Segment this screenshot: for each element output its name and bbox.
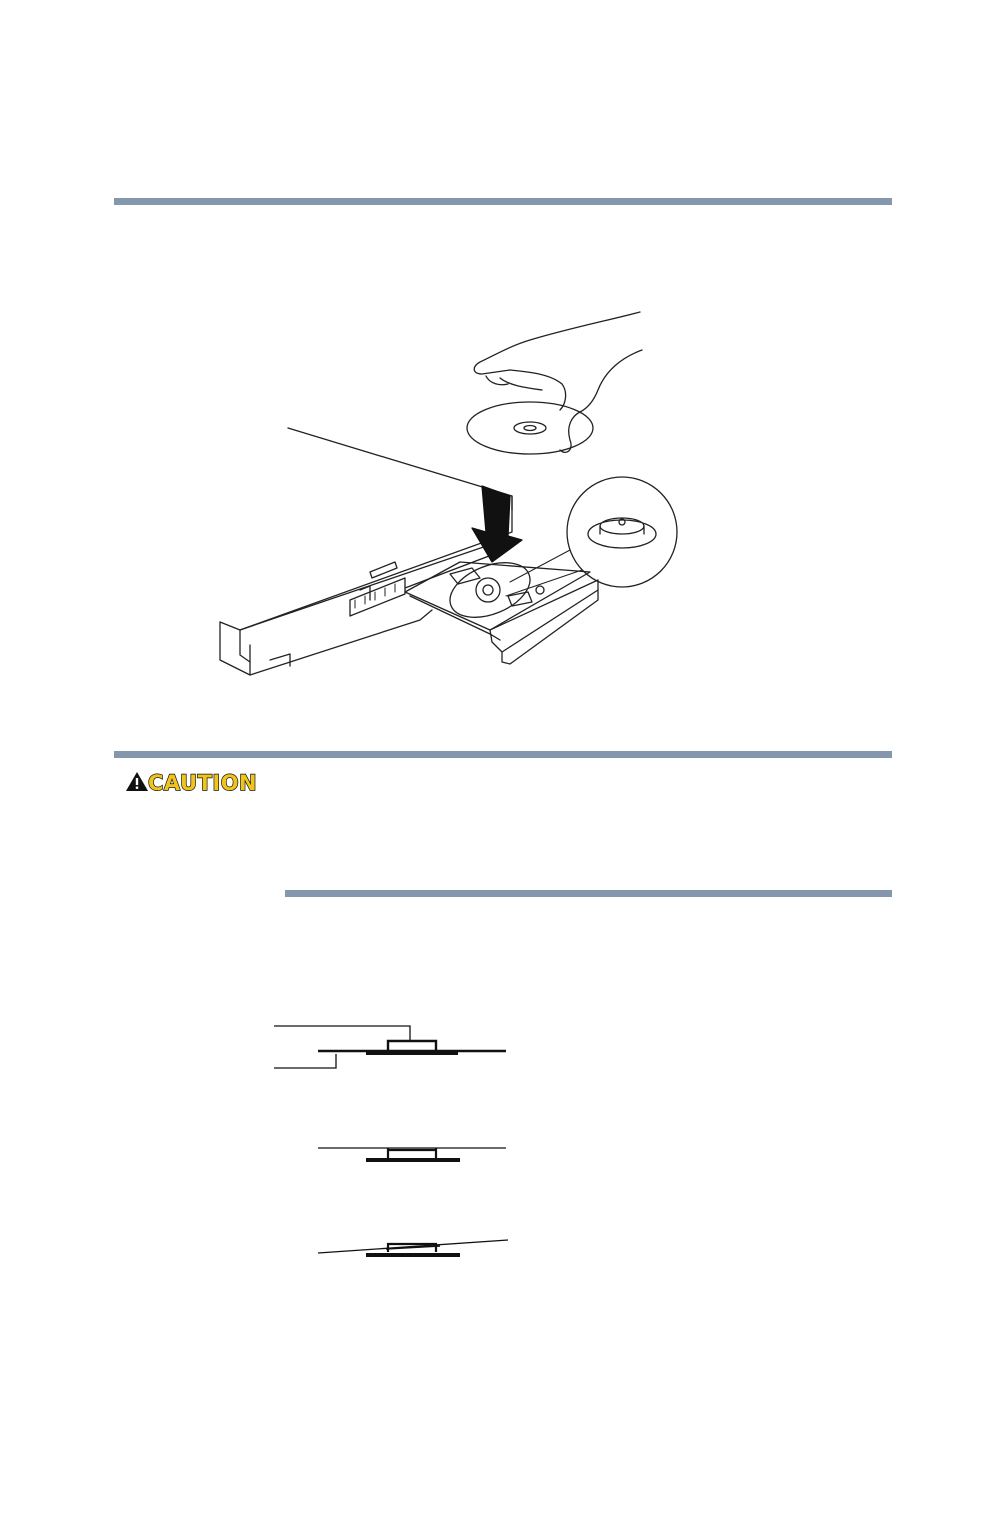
hand-lower-outline — [560, 350, 642, 452]
section-divider-middle — [114, 751, 892, 758]
caution-label: CAUTION — [148, 771, 258, 795]
spindle-magnifier — [567, 477, 677, 587]
note-divider — [285, 890, 892, 897]
section-divider-top — [114, 198, 892, 205]
insert-disc-illustration — [210, 300, 690, 690]
insert-arrow-icon — [472, 486, 522, 562]
warning-triangle-icon — [124, 769, 150, 795]
disc-icon — [467, 402, 593, 454]
drive-eject-button — [370, 562, 397, 578]
disc-tilted-diagram — [310, 1232, 520, 1266]
disc-seated-on-spindle-diagram — [270, 1018, 510, 1072]
spindle-icon — [476, 578, 500, 602]
disc-flat-diagram — [310, 1140, 520, 1170]
laptop-lid-edge — [240, 428, 512, 630]
